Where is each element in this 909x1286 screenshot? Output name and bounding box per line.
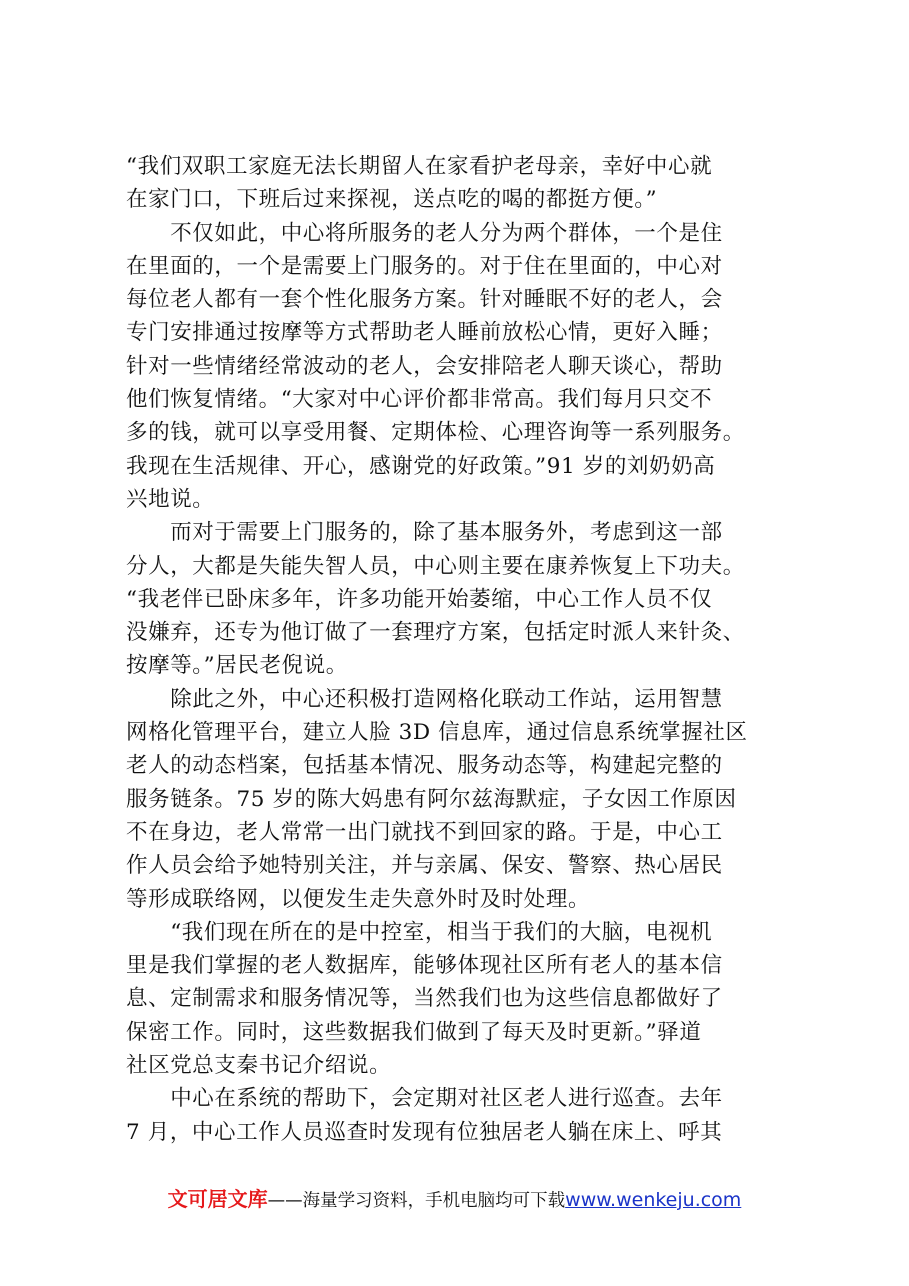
text-line: “我们现在所在的是中控室，相当于我们的大脑，电视机 <box>126 919 713 945</box>
text-line: 我现在生活规律、开心，感谢党的好政策。”91 岁的刘奶奶高 <box>126 453 716 479</box>
text-line: 针对一些情绪经常波动的老人，会安排陪老人聊天谈心，帮助 <box>126 353 723 379</box>
document-body <box>126 150 800 1149</box>
text-line: 在家门口，下班后过来探视，送点吃的喝的都挺方便。” <box>126 187 658 213</box>
text-line: 作人员会给予她特别关注，并与亲属、保安、警察、热心居民 <box>126 853 723 879</box>
text-line: 息、定制需求和服务情况等，当然我们也为这些信息都做好了 <box>126 986 723 1012</box>
text-line: 7 月，中心工作人员巡查时发现有位独居老人躺在床上、呼其 <box>126 1119 723 1145</box>
text-line: 里是我们掌握的老人数据库，能够体现社区所有老人的基本信 <box>126 953 723 979</box>
text-line: 老人的动态档案，包括基本情况、服务动态等，构建起完整的 <box>126 753 723 779</box>
text-line: 专门安排通过按摩等方式帮助老人睡前放松心情，更好入睡； <box>126 320 723 346</box>
text-line: 不仅如此，中心将所服务的老人分为两个群体，一个是住 <box>126 220 723 246</box>
text-line: 每位老人都有一套个性化服务方案。针对睡眠不好的老人，会 <box>126 287 723 313</box>
text-line: 中心在系统的帮助下，会定期对社区老人进行巡查。去年 <box>126 1086 723 1112</box>
text-line: 没嫌弃，还专为他订做了一套理疗方案，包括定时派人来针灸、 <box>126 620 745 646</box>
text-line: “我们双职工家庭无法长期留人在家看护老母亲，幸好中心就 <box>126 154 713 179</box>
text-line: “我老伴已卧床多年，许多功能开始萎缩，中心工作人员不仅 <box>126 586 713 612</box>
footer-banner <box>0 1183 909 1212</box>
text-line: 网格化管理平台，建立人脸 3D 信息库，通过信息系统掌握社区 <box>126 720 748 746</box>
text-line: 等形成联络网，以便发生走失意外时及时处理。 <box>126 886 591 912</box>
text-line: 除此之外，中心还积极打造网格化联动工作站，运用智慧 <box>126 686 723 712</box>
footer-url-link[interactable]: www.wenkeju.com <box>565 1189 742 1211</box>
footer-tagline: ——海量学习资料，手机电脑均可下载 <box>267 1191 566 1211</box>
text-line: 多的钱，就可以享受用餐、定期体检、心理咨询等一系列服务。 <box>126 420 745 446</box>
text-line: 社区党总支秦书记介绍说。 <box>126 1053 392 1079</box>
text-line: 不在身边，老人常常一出门就找不到回家的路。于是，中心工 <box>126 819 723 845</box>
text-line: 他们恢复情绪。“大家对中心评价都非常高。我们每月只交不 <box>126 387 713 413</box>
text-line: 分人，大都是失能失智人员，中心则主要在康养恢复上下功夫。 <box>126 553 745 579</box>
footer-brand: 文可居文库 <box>167 1187 268 1211</box>
text-line: 按摩等。”居民老倪说。 <box>126 653 348 679</box>
text-line: 服务链条。75 岁的陈大妈患有阿尔兹海默症，子女因工作原因 <box>126 786 737 812</box>
text-line: 在里面的，一个是需要上门服务的。对于住在里面的，中心对 <box>126 253 723 279</box>
text-line: 而对于需要上门服务的，除了基本服务外，考虑到这一部 <box>126 520 723 546</box>
text-line: 兴地说。 <box>126 486 215 512</box>
text-line: 保密工作。同时，这些数据我们做到了每天及时更新。”驿道 <box>126 1019 702 1045</box>
